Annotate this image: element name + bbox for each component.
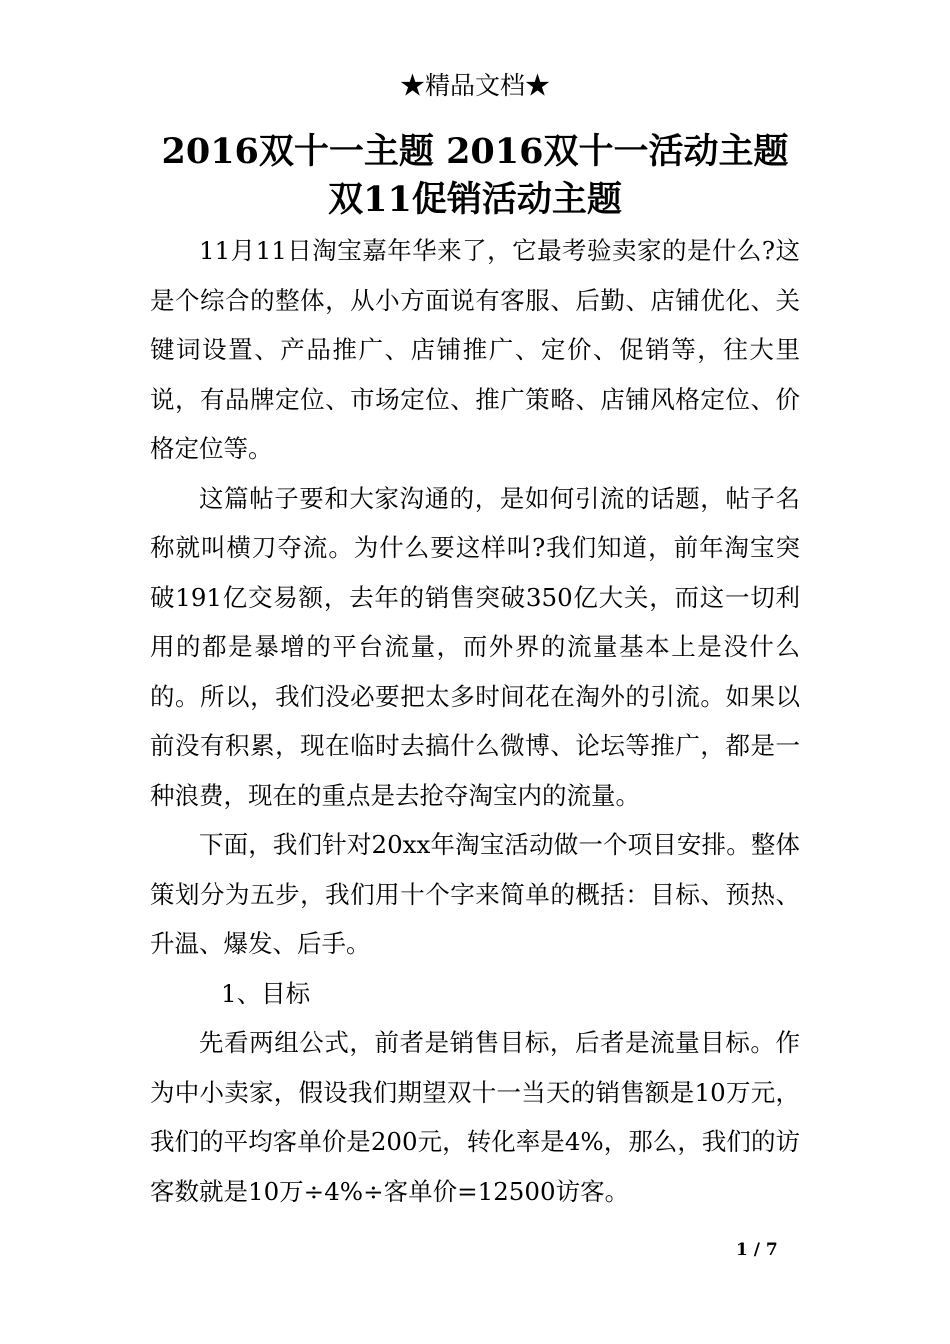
- body-paragraph: 先看两组公式，前者是销售目标，后者是流量目标。作为中小卖家，假设我们期望双十一当天的销售额是10万元，我们的平均客单价是200元，转化率是4%，那么，我们的访客数就是10万÷4%÷客单价=12500访客。: [150, 1028, 800, 1206]
- document-body: [150, 226, 800, 1216]
- document-header: ★精品文档★: [399, 71, 550, 100]
- title-line-1: 2016双十一主题 2016双十一活动主题: [161, 131, 789, 172]
- body-paragraph: 下面，我们针对20xx年淘宝活动做一个项目安排。整体策划分为五步，我们用十个字来简单的概括：目标、预热、升温、爆发、后手。: [150, 830, 800, 958]
- document-title: [150, 128, 800, 224]
- section-heading: 1、目标: [221, 978, 311, 1008]
- body-paragraph: 这篇帖子要和大家沟通的，是如何引流的话题，帖子名称就叫横刀夺流。为什么要这样叫?我们知道，前年淘宝突破191亿交易额，去年的销售突破350亿大关，而这一切利用的都是暴增的平台流量，而外界的流量基本上是没什么的。所以，我们没必要把太多时间花在淘外的引流。如果以前没有积累，现在临时去搞什么微博、论坛等推广，都是一种浪费，现在的重点是去抢夺淘宝内的流量。: [150, 483, 800, 810]
- title-line-2: 双11促销活动主题: [328, 179, 622, 220]
- page-number: 1 / 7: [736, 1240, 778, 1260]
- body-paragraph: 11月11日淘宝嘉年华来了，它最考验卖家的是什么?这是个综合的整体，从小方面说有客服、后勤、店铺优化、关键词设置、产品推广、店铺推广、定价、促销等，往大里说，有品牌定位、市场定位、推广策略、店铺风格定位、价格定位等。: [150, 236, 800, 463]
